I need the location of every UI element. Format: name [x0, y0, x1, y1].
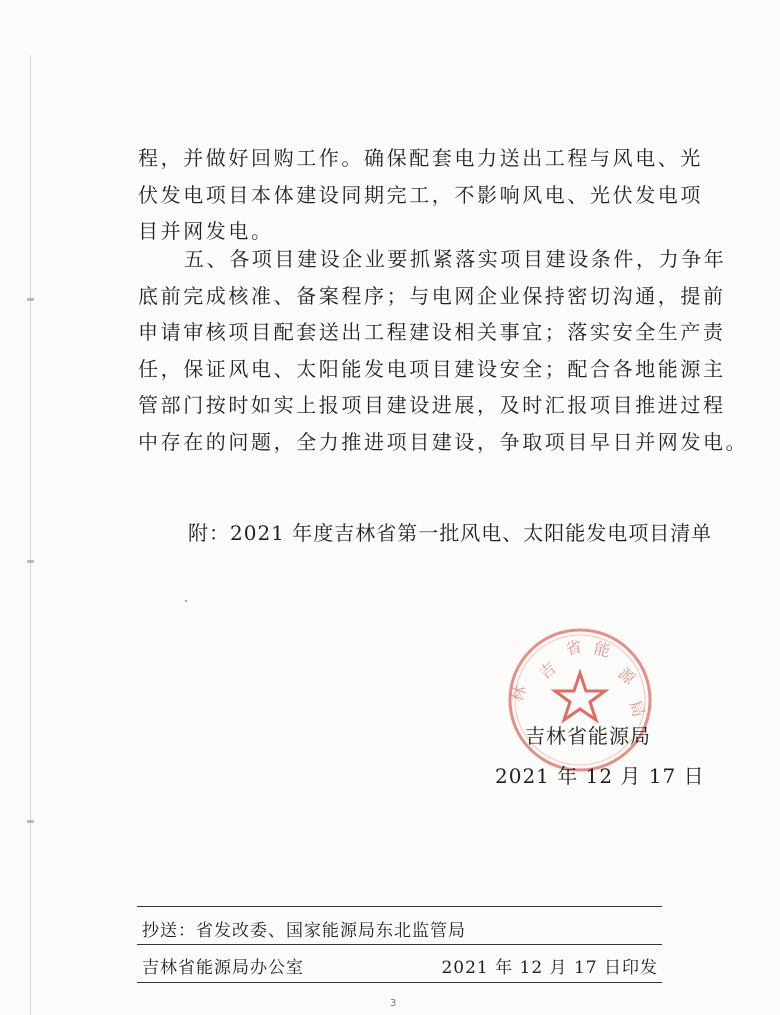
svg-text:省: 省 — [563, 636, 584, 659]
text-line: 管部门按时如实上报项目建设进展，及时汇报项目推进过程 — [138, 393, 726, 417]
binding-line — [30, 55, 31, 1015]
cc-line: 抄送：省发改委、国家能源局东北监管局 — [142, 921, 466, 941]
text-line: 目并网发电。 — [138, 219, 274, 243]
text-line: 底前完成核准、备案程序；与电网企业保持密切沟通，提前 — [138, 283, 726, 308]
attachment-note: 附：2021 年度吉林省第一批风电、太阳能发电项目清单 — [188, 521, 713, 545]
signature-organization: 吉林省能源局 — [525, 724, 651, 748]
footer-rule-middle — [137, 944, 662, 945]
issuing-office: 吉林省能源局办公室 — [142, 958, 304, 978]
svg-text:源: 源 — [614, 663, 639, 689]
text-line: 任，保证风电、太阳能发电项目建设安全；配合各地能源主 — [138, 356, 726, 381]
binding-mark — [27, 560, 34, 563]
svg-text:能: 能 — [592, 638, 613, 661]
text-line: 申请审核项目配套送出工程建设相关事宜；落实安全生产责 — [138, 320, 726, 344]
text-line: 中存在的问题，全力推进项目建设，争取项目早日并网发电。 — [138, 429, 749, 454]
footer-rule-bottom — [137, 982, 662, 983]
official-seal — [505, 625, 655, 775]
binding-mark — [27, 298, 34, 301]
svg-text:林: 林 — [506, 682, 531, 705]
text-line: 五、各项目建设企业要抓紧落实项目建设条件，力争年 — [184, 247, 727, 271]
binding-mark — [27, 820, 34, 823]
text-line: 程，并做好回购工作。确保配套电力送出工程与风电、光 — [138, 146, 703, 170]
paragraph-continued — [138, 140, 703, 250]
svg-text:吉: 吉 — [535, 658, 560, 684]
speck — [185, 600, 187, 602]
svg-text:局: 局 — [625, 697, 649, 720]
signature-date: 2021 年 12 月 17 日 — [495, 764, 705, 788]
footer-rule-top — [137, 906, 662, 907]
paragraph-five — [138, 241, 749, 460]
page-number: 3 — [390, 998, 397, 1009]
print-date: 2021 年 12 月 17 日印发 — [441, 958, 658, 978]
text-line: 伏发电项目本体建设同期完工，不影响风电、光伏发电项 — [138, 182, 703, 207]
